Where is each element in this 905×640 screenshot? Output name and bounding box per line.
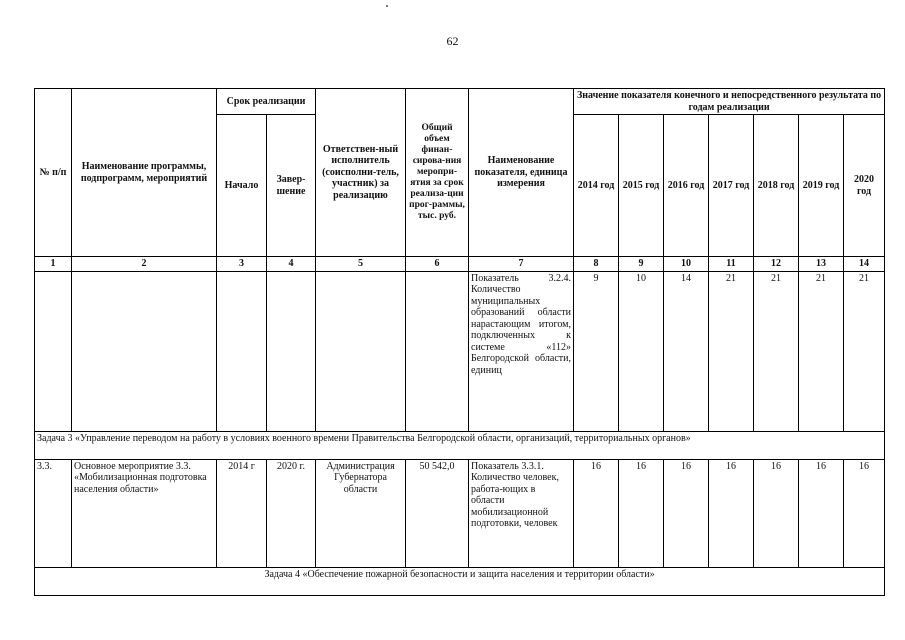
header-year-2018: 2018 год	[754, 115, 799, 257]
column-number: 1	[35, 257, 72, 272]
column-number: 14	[844, 257, 885, 272]
header-year-2015: 2015 год	[619, 115, 664, 257]
indicator-cell: Показатель 3.2.4. Количество муниципальных образований области нарастающим итогом, подключенных к системе «112» Белгородской области, единиц	[469, 271, 574, 431]
column-number: 6	[406, 257, 469, 272]
column-number: 8	[574, 257, 619, 272]
column-number: 5	[316, 257, 406, 272]
value-cell: 21	[844, 271, 885, 431]
value-cell: 21	[799, 271, 844, 431]
column-number: 7	[469, 257, 574, 272]
task-3-title: Задача 3 «Управление переводом на работу в условиях военного времени Правительства Белгородской области, организаций, территориальных органов»	[35, 431, 885, 459]
value-cell: 16	[574, 459, 619, 567]
task-4-title: Задача 4 «Обеспечение пожарной безопасности и защита населения и территории области»	[35, 567, 885, 595]
header-year-2020: 2020 год	[844, 115, 885, 257]
header-year-2019: 2019 год	[799, 115, 844, 257]
page-number: 62	[446, 34, 459, 48]
column-number: 4	[267, 257, 316, 272]
header-name: Наименование программы, подпрограмм, мероприятий	[72, 89, 217, 257]
header-indicator: Наименование показателя, единица измерения	[469, 89, 574, 257]
value-cell: 16	[664, 459, 709, 567]
header-year-2014: 2014 год	[574, 115, 619, 257]
column-number: 9	[619, 257, 664, 272]
column-number: 12	[754, 257, 799, 272]
value-cell: 14	[664, 271, 709, 431]
table-row	[35, 271, 885, 431]
value-cell: 10	[619, 271, 664, 431]
value-cell: 16	[799, 459, 844, 567]
header-funding: Общий объем финан-сирова-ния меропри-ятия за срок реализа-ции прог-раммы, тыс. руб.	[406, 89, 469, 257]
program-table	[34, 88, 885, 596]
header-start: Начало	[217, 115, 267, 257]
row-number: 3.3.	[35, 459, 72, 567]
end-year: 2020 г.	[267, 459, 316, 567]
header-responsible: Ответствен-ный исполнитель (соисполни-тель, участник) за реализацию	[316, 89, 406, 257]
column-number: 3	[217, 257, 267, 272]
column-number: 2	[72, 257, 217, 272]
header-end: Завер-шение	[267, 115, 316, 257]
value-cell: 16	[754, 459, 799, 567]
measure-name: Основное мероприятие 3.3. «Мобилизационная подготовка населения области»	[72, 459, 217, 567]
responsible-executor: Администрация Губернатора области	[316, 459, 406, 567]
value-cell: 16	[619, 459, 664, 567]
header-term: Срок реализации	[217, 89, 316, 115]
column-number: 11	[709, 257, 754, 272]
header-no: № п/п	[35, 89, 72, 257]
task-row	[35, 431, 885, 459]
start-year: 2014 г	[217, 459, 267, 567]
value-cell: 9	[574, 271, 619, 431]
value-cell: 16	[709, 459, 754, 567]
value-cell: 16	[844, 459, 885, 567]
column-number: 10	[664, 257, 709, 272]
column-number: 13	[799, 257, 844, 272]
indicator-cell: Показатель 3.3.1. Количество человек, работа-ющих в области мобилизационной подготовки, человек	[469, 459, 574, 567]
header-year-2016: 2016 год	[664, 115, 709, 257]
value-cell: 21	[754, 271, 799, 431]
funding-amount: 50 542,0	[406, 459, 469, 567]
value-cell: 21	[709, 271, 754, 431]
scan-speck	[386, 5, 388, 7]
column-number-row	[35, 257, 885, 272]
table-row	[35, 459, 885, 567]
task-row	[35, 567, 885, 595]
header-year-2017: 2017 год	[709, 115, 754, 257]
header-values-group: Значение показателя конечного и непосредственного результата по годам реализации	[574, 89, 885, 115]
